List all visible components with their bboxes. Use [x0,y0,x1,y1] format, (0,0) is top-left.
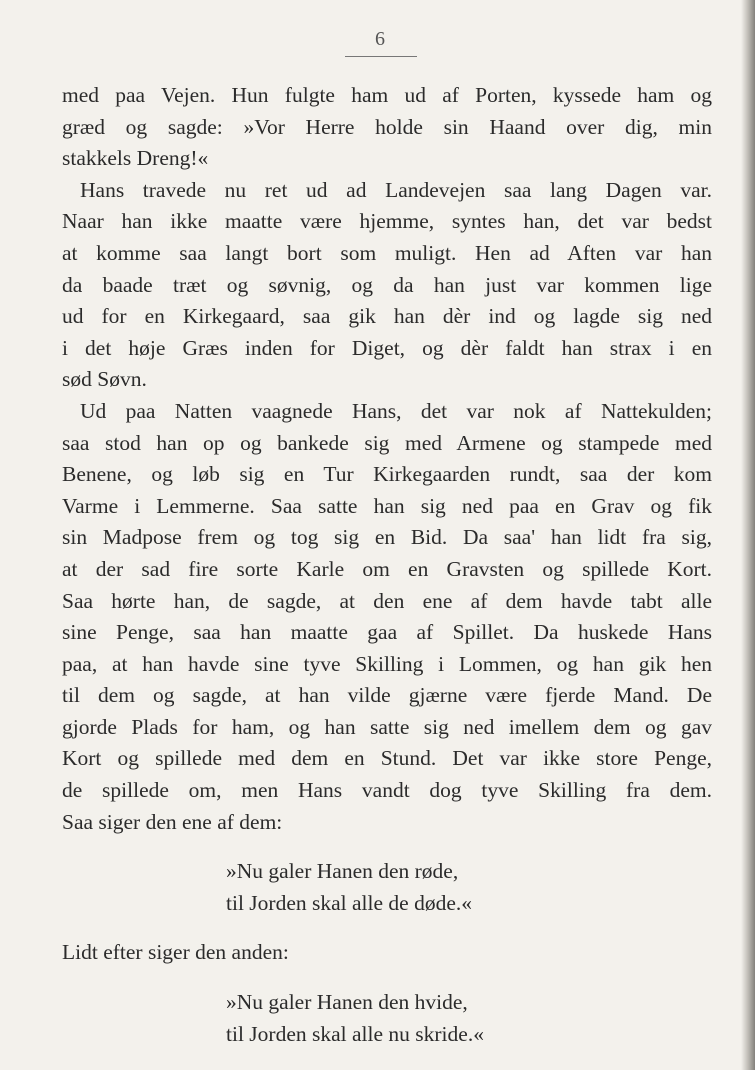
text-line: saa stod han op og bankede sig med Armene og stampede med [62,430,712,455]
text-line: Hans travede nu ret ud ad Landevejen saa lang Dagen var. [80,177,712,202]
text-line: Varme i Lemmerne. Saa satte han sig ned paa en Grav og fik [62,493,712,518]
text-line: at der sad fire sorte Karle om en Gravsten og spillede Kort. [62,556,712,581]
text-line: Naar han ikke maatte være hjemme, syntes han, det var bedst [62,209,712,234]
text-line: Saa hørte han, de sagde, at den ene af dem havde tabt alle [62,588,712,613]
text-line: Benene, og løb sig en Tur Kirkegaarden rundt, saa der kom [62,462,712,487]
text-line: sine Penge, saa han maatte gaa af Spillet. Da huskede Hans [62,620,712,645]
text-line: Lidt efter siger den anden: [62,940,289,965]
text-line: de spillede om, men Hans vandt dog tyve Skilling fra dem. [62,778,712,803]
text-line: sød Søvn. [62,367,147,392]
stanza-gap [62,919,712,937]
text-line: Ud paa Natten vaagnede Hans, det var nok af Nattekulden; [80,398,712,423]
text-line: gjorde Plads for ham, og han satte sig ned imellem dem og gav [62,714,712,739]
text-line: da baade træt og søvnig, og da han just var kommen lige [62,272,712,297]
text-line: ud for en Kirkegaard, saa gik han dèr ind og lagde sig ned [62,304,712,329]
verse-line: »Nu galer Hanen den røde, [226,859,459,884]
verse-line: »Nu galer Hanen den hvide, [226,990,468,1015]
page-number: 6 [375,28,385,50]
text-line: sin Madpose frem og tog sig en Bid. Da saa' han lidt fra sig, [62,525,712,550]
text-line: med paa Vejen. Hun fulgte ham ud af Porten, kyssede ham og [62,83,712,107]
stanza-gap [62,969,712,987]
body-text [62,80,712,1050]
text-line: at komme saa langt bort som muligt. Hen ad Aften var han [62,240,712,265]
text-line: græd og sagde: »Vor Herre holde sin Haand over dig, min [62,114,712,139]
stanza-gap [62,838,712,856]
page-edge-shadow [741,0,755,1070]
verse-line: til Jorden skal alle de døde.« [226,890,472,915]
verse-line: til Jorden skal alle nu skride.« [226,1021,484,1046]
page-number-rule [345,56,417,57]
text-line: i det høje Græs inden for Diget, og dèr faldt han strax i en [62,335,712,360]
text-line: Kort og spillede med dem en Stund. Det var ikke store Penge, [62,746,712,771]
text-line: Saa siger den ene af dem: [62,809,283,834]
text-line: stakkels Dreng!« [62,146,209,171]
text-line: til dem og sagde, at han vilde gjærne være fjerde Mand. De [62,683,712,708]
text-line: paa, at han havde sine tyve Skilling i Lommen, og han gik hen [62,651,712,676]
